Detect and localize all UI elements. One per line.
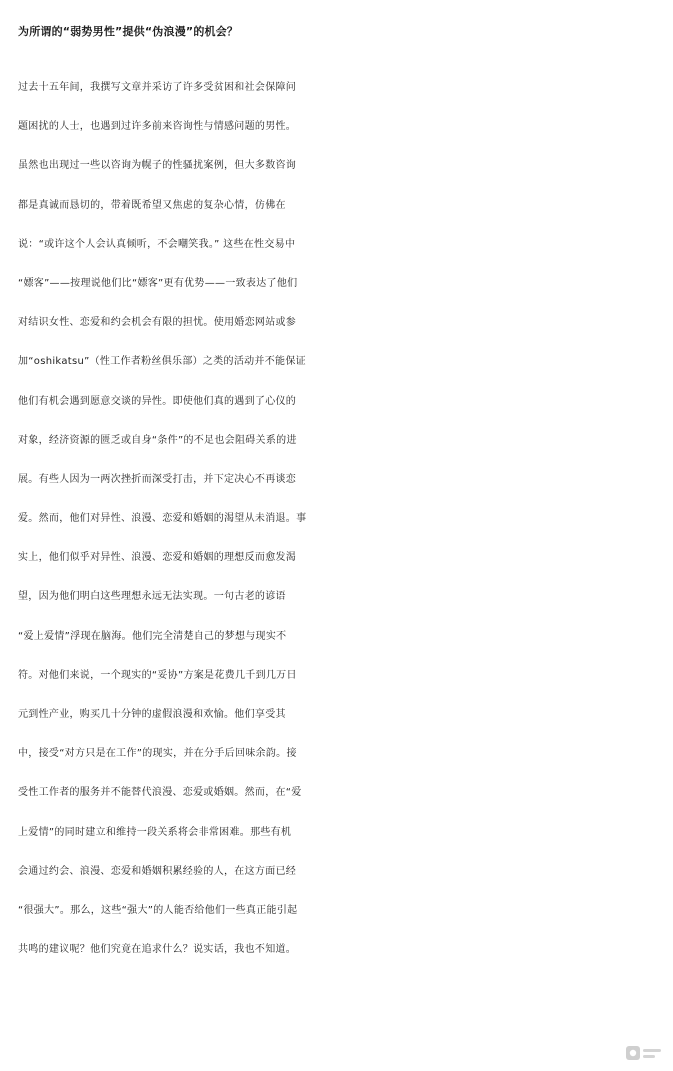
body-line: 加“oshikatsu”（性工作者粉丝俱乐部）之类的活动并不能保证	[18, 356, 306, 368]
body-line: 上爱情”的同时建立和维持一段关系将会非常困难。那些有机	[18, 826, 292, 838]
article-body	[18, 68, 673, 969]
body-line: “很强大”。那么，这些“强大”的人能否给他们一些真正能引起	[18, 904, 298, 916]
body-line: 他们有机会遇到愿意交谈的异性。即使他们真的遇到了心仪的	[18, 395, 297, 407]
body-line: 虽然也出现过一些以咨询为幌子的性骚扰案例，但大多数咨询	[18, 160, 297, 172]
body-line: 共鸣的建议呢？他们究竟在追求什么？说实话，我也不知道。	[18, 944, 297, 956]
body-line: 会通过约会、浪漫、恋爱和婚姻积累经验的人，在这方面已经	[18, 865, 297, 877]
article-title: 为所谓的“弱势男性”提供“伪浪漫”的机会？	[18, 25, 239, 38]
body-line: 题困扰的人士，也遇到过许多前来咨询性与情感问题的男性。	[18, 121, 297, 133]
body-line: 符。对他们来说，一个现实的“妥协”方案是花费几千到几万日	[18, 669, 297, 681]
body-line: 过去十五年间，我撰写文章并采访了许多受贫困和社会保障问	[18, 82, 297, 93]
body-line: 爱。然而，他们对异性、浪漫、恋爱和婚姻的渴望从未消退。事	[18, 513, 307, 525]
body-line: 对结识女性、恋爱和约会机会有限的担忧。使用婚恋网站或参	[18, 317, 297, 329]
body-line: “爱上爱情”浮现在脑海。他们完全清楚自己的梦想与现实不	[18, 630, 287, 642]
body-line: 实上，他们似乎对异性、浪漫、恋爱和婚姻的理想反而愈发渴	[18, 552, 297, 564]
body-line: 中，接受“对方只是在工作”的现实，并在分手后回味余韵。接	[18, 748, 297, 760]
body-line: 都是真诚而恳切的，带着既希望又焦虑的复杂心情，仿佛在	[18, 199, 286, 211]
body-line: 说：“或许这个人会认真倾听，不会嘲笑我。” 这些在性交易中	[18, 238, 296, 250]
body-line: 望，因为他们明白这些理想永远无法实现。一句古老的谚语	[18, 591, 286, 603]
body-line: 展。有些人因为一两次挫折而深受打击，并下定决心不再谈恋	[18, 473, 297, 485]
body-line: 元到性产业，购买几十分钟的虚假浪漫和欢愉。他们享受其	[18, 709, 286, 720]
site-watermark-icon	[625, 1043, 663, 1063]
body-line: “嫖客”——按理说他们比“嫖客”更有优势——一致表达了他们	[18, 277, 298, 289]
body-line: 对象，经济资源的匮乏或自身“条件”的不足也会阻碍关系的进	[18, 434, 297, 446]
body-line: 受性工作者的服务并不能替代浪漫、恋爱或婚姻。然而，在“爱	[18, 787, 302, 799]
